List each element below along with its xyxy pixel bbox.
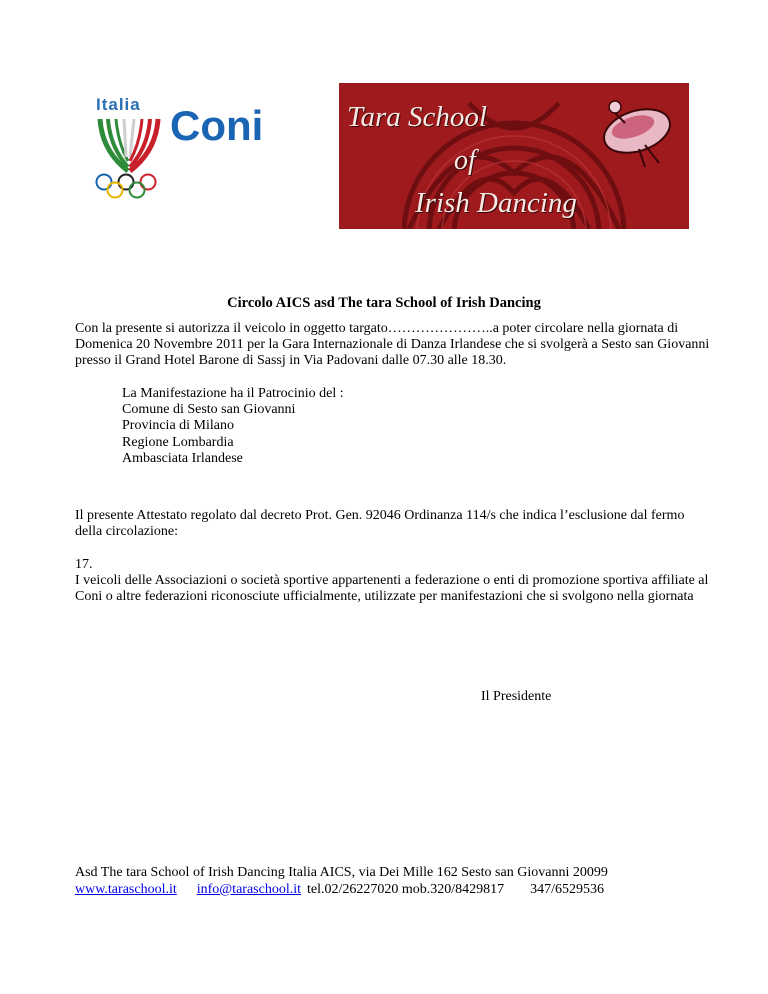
tara-logo-line2: of [454,145,476,176]
article-number: 17. [75,557,93,572]
tara-logo-line3: Irish Dancing [415,187,577,219]
footer-address: Asd The tara School of Irish Dancing Italia AICS, via Dei Mille 162 Sesto san Giovanni 20099 [75,865,608,880]
coni-emblem-icon [94,117,164,173]
email-link[interactable]: info@taraschool.it [196,881,301,897]
footer [75,865,735,898]
signature-label: Il Presidente [481,689,552,704]
document-title: Circolo AICS asd The tara School of Irish Dancing [227,295,541,311]
article-block [75,557,715,606]
patron-item: Provincia di Milano [122,418,234,434]
patron-item: Regione Lombardia [122,434,234,450]
footer-mob: mob.320/8429817 [401,881,505,897]
coni-brand-text: Coni [170,102,264,149]
dancer-drawing-icon [585,89,685,169]
website-link[interactable]: www.taraschool.it [75,881,177,897]
coni-logo [88,95,273,205]
coni-italia-text: Italia [96,95,141,114]
article-text: I veicoli delle Associazioni o società sportive appartenenti a federazione o enti di promozione sportiva affiliate al Coni o altre federazioni riconosciute ufficialmente, utilizzate per manifestazioni che si svolgono nella giornata [75,573,709,605]
intro-paragraph: Con la presente si autorizza il veicolo in oggetto targato…………………..a poter circolare nella giornata di Domenica 20 Novembre 2011 per la Gara Internazionale di Danza Irlandese che si svolgerà a Sesto san Giovanni presso il Grand Hotel Barone di Sassj in Via Padovani dalle 07.30 alle 18.30. [75,321,710,369]
footer-tel: tel.02/26227020 [307,881,399,897]
tara-logo-line1: Tara School [347,101,487,133]
patronage-block [75,386,762,467]
olympic-rings-icon [94,173,158,201]
tara-school-logo [339,83,689,229]
decree-paragraph: Il presente Attestato regolato dal decreto Prot. Gen. 92046 Ordinanza 114/s che indica l’esclusione dal fermo della circolazione: [75,508,685,540]
patron-item: Ambasciata Irlandese [122,450,243,466]
footer-contacts [75,882,735,899]
patronage-intro: La Manifestazione ha il Patrocinio del : [122,386,344,401]
footer-mob2: 347/6529536 [530,881,605,897]
patron-item: Comune di Sesto san Giovanni [122,402,296,418]
